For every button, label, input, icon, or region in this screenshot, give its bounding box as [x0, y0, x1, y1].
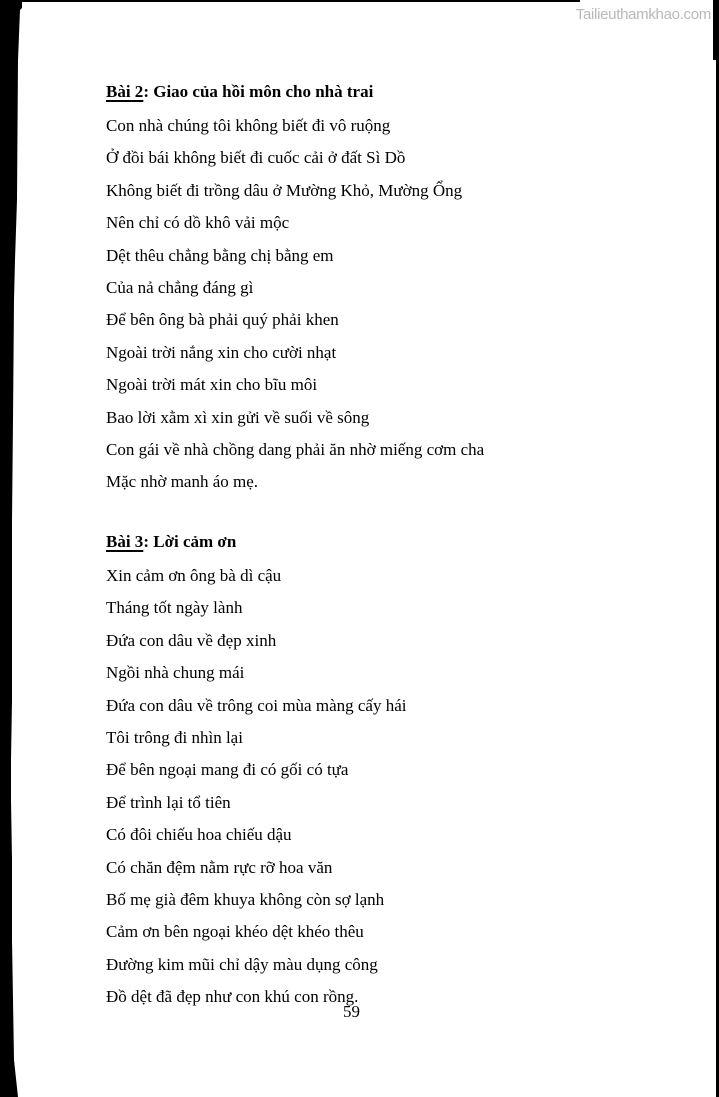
verse-line: Xin cảm ơn ông bà dì cậu — [106, 566, 282, 585]
verse-line: Để trình lại tổ tiên — [106, 792, 231, 812]
verse-line: Con gái về nhà chồng dang phải ăn nhờ miếng cơm cha — [106, 439, 485, 459]
section-label: Bài 3 — [106, 532, 144, 551]
verse-line: Mặc nhờ manh áo mẹ. — [106, 472, 259, 492]
verse-line: Có đôi chiếu hoa chiếu dậu — [106, 825, 292, 845]
verse-line: Đồ dệt đã đẹp như con khú con rồng. — [106, 987, 359, 1007]
verse-line: Đứa con dâu về trông coi mùa màng cấy hái — [106, 695, 407, 715]
verse-line: Không biết đi trồng dâu ở Mường Khỏ, Mường Ổng — [106, 180, 463, 200]
section-separator: : — [143, 82, 154, 101]
verse-line: Cảm ơn bên ngoại khéo dệt khéo thêu — [106, 922, 364, 942]
verse-line: Ngoài trời mát xin cho bĩu môi — [106, 375, 318, 395]
watermark: Tailieuthamkhao.com — [575, 6, 711, 23]
verse-line: Đường kim mũi chỉ dậy màu dụng công — [106, 954, 378, 974]
verse-line: Của nả chẳng đáng gì — [106, 277, 254, 297]
section-heading — [106, 78, 666, 110]
verse-line: Để bên ông bà phải quý phải khen — [106, 310, 339, 330]
verse-line: Ngoài trời nắng xin cho cười nhạt — [106, 342, 337, 362]
section-title: Giao của hồi môn cho nhà trai — [153, 82, 374, 101]
section-title: Lời cảm ơn — [153, 532, 237, 551]
verse-line: Bố mẹ già đêm khuya không còn sợ lạnh — [106, 889, 385, 909]
verse-line: Để bên ngoại mang đi có gối có tựa — [106, 760, 349, 780]
verse-line: Ở đồi bái không biết đi cuốc cải ở đất Sì Dồ — [106, 148, 406, 168]
verse-line: Tôi trông đi nhìn lại — [106, 727, 243, 747]
section-bai-3 — [106, 528, 406, 1013]
verse-line: Bao lời xằm xì xin gửi về suối về sông — [106, 407, 370, 427]
verse-line: Ngồi nhà chung mái — [106, 663, 245, 683]
page-number: 59 — [343, 1002, 360, 1021]
scan-edge-right-top — [713, 0, 719, 60]
section-heading — [106, 528, 406, 560]
section-separator: : — [143, 532, 154, 551]
verse-line: Đứa con dâu về đẹp xinh — [106, 630, 277, 650]
scan-edge-left — [0, 0, 22, 1097]
verse-line: Nên chỉ có dồ khô vải mộc — [106, 213, 290, 233]
verse-line: Tháng tốt ngày lành — [106, 598, 243, 618]
verse-line: Dệt thêu chẳng bằng chị bằng em — [106, 245, 334, 265]
verse-line: Có chăn đệm nằm rực rỡ hoa văn — [106, 857, 333, 877]
document-body — [106, 78, 666, 1007]
scan-edge-top — [20, 0, 580, 2]
verse-line: Con nhà chúng tôi không biết đi vô ruộng — [106, 116, 391, 135]
section-label: Bài 2 — [106, 82, 144, 101]
section-bai-2 — [106, 78, 666, 499]
